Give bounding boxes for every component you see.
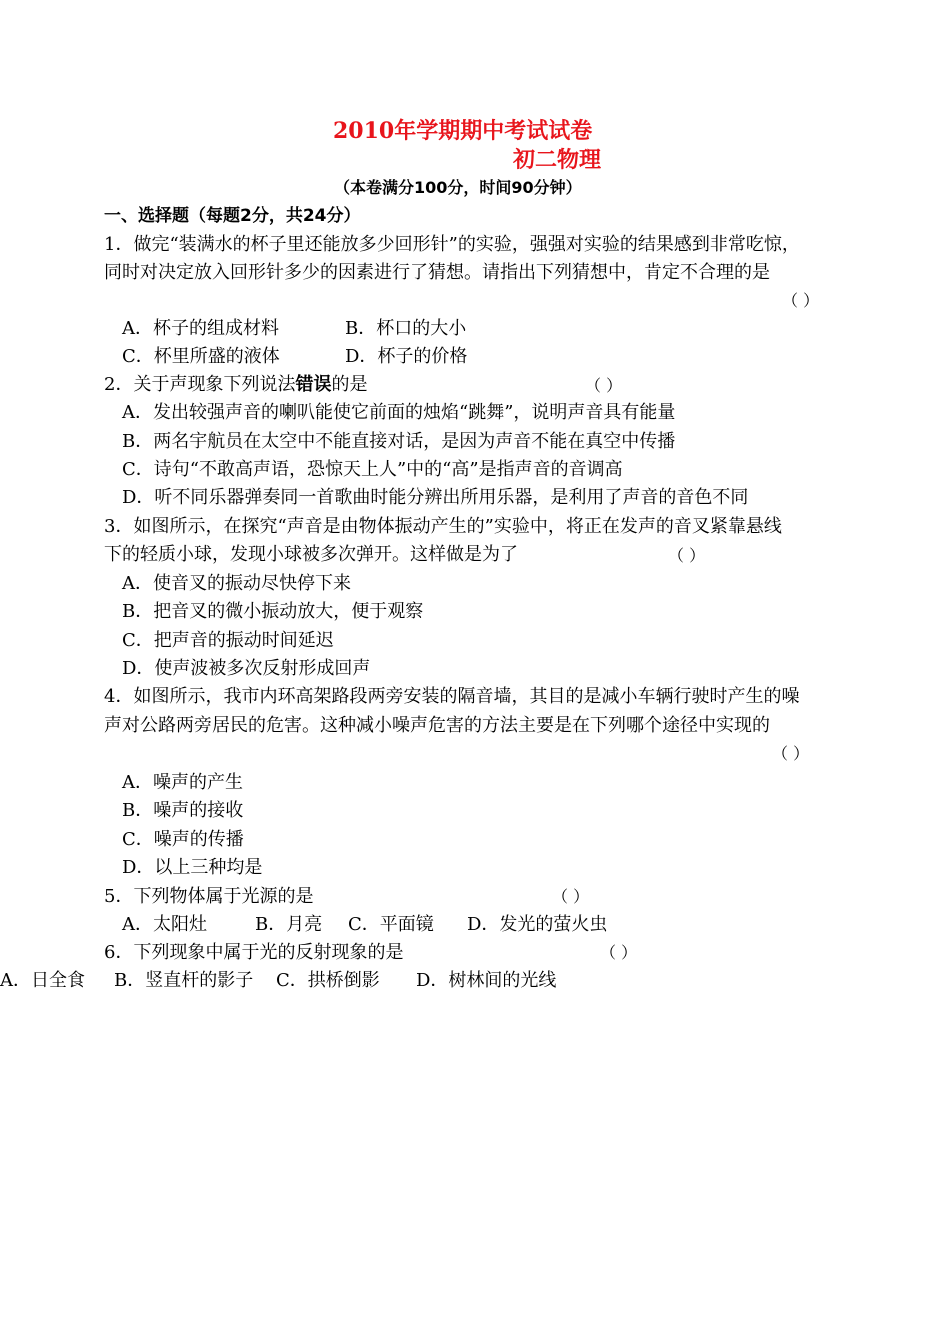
q3-option-c: C．把声音的振动时间延迟 bbox=[122, 630, 334, 651]
q4-answer-paren: （ ） bbox=[772, 744, 810, 763]
q4-option-b: B．噪声的接收 bbox=[122, 800, 244, 821]
q3-answer-paren: （ ） bbox=[668, 546, 706, 565]
section-heading: 一、选择题（每题2分，共24分） bbox=[104, 206, 361, 226]
q5-answer-paren: （ ） bbox=[552, 887, 590, 906]
q6-line1: 6．下列现象中属于光的反射现象的是 bbox=[104, 942, 404, 963]
q2-option-c: C．诗句“不敢高声语，恐惊天上人”中的“高”是指声音的音调高 bbox=[122, 459, 623, 480]
q3-line1: 3．如图所示，在探究“声音是由物体振动产生的”实验中，将正在发声的音叉紧靠悬线 bbox=[104, 516, 782, 537]
q5-line1: 5．下列物体属于光源的是 bbox=[104, 886, 314, 907]
q2-stem bbox=[104, 373, 367, 397]
q6-answer-paren: （ ） bbox=[600, 943, 638, 962]
q5-option-b: B．月亮 bbox=[255, 914, 323, 935]
q3-option-a: A．使音叉的振动尽快停下来 bbox=[122, 573, 351, 594]
q4-line1: 4．如图所示，我市内环高架路段两旁安装的隔音墙，其目的是减小车辆行驶时产生的噪 bbox=[104, 686, 800, 707]
q4-option-a: A．噪声的产生 bbox=[122, 772, 243, 793]
q3-option-d: D．使声波被多次反射形成回声 bbox=[122, 658, 371, 679]
exam-meta: （本卷满分100分，时间90分钟） bbox=[334, 178, 582, 197]
q5-option-a: A．太阳灶 bbox=[122, 914, 207, 935]
q2-stem-suffix: 的是 bbox=[331, 374, 368, 395]
q2-keyword: 错误 bbox=[295, 374, 332, 395]
exam-subject: 初二物理 bbox=[513, 147, 602, 173]
q4-option-d: D．以上三种均是 bbox=[122, 857, 263, 878]
q2-option-d: D．听不同乐器弹奏同一首歌曲时能分辨出所用乐器，是利用了声音的音色不同 bbox=[122, 487, 749, 508]
q2-stem-prefix: 2．关于声现象下列说法 bbox=[104, 374, 296, 395]
q4-line2: 声对公路两旁居民的危害。这种减小噪声危害的方法主要是在下列哪个途径中实现的 bbox=[104, 715, 770, 736]
q3-line2: 下的轻质小球，发现小球被多次弹开。这样做是为了 bbox=[104, 544, 518, 565]
q1-line1: 1．做完“装满水的杯子里还能放多少回形针”的实验，强强对实验的结果感到非常吃惊， bbox=[104, 234, 800, 255]
q3-option-b: B．把音叉的微小振动放大，便于观察 bbox=[122, 601, 424, 622]
q1-answer-paren: （ ） bbox=[782, 291, 820, 310]
q5-option-d: D．发光的萤火虫 bbox=[467, 914, 608, 935]
q1-option-a: A．杯子的组成材料 bbox=[122, 318, 279, 339]
exam-title: 2010年学期期中考试试卷 bbox=[333, 118, 593, 144]
q2-answer-paren: （ ） bbox=[585, 376, 623, 395]
q1-line2: 同时对决定放入回形针多少的因素进行了猜想。请指出下列猜想中，肯定不合理的是 bbox=[104, 262, 770, 283]
q6-option-d: D．树林间的光线 bbox=[416, 970, 557, 991]
q5-option-c: C．平面镜 bbox=[348, 914, 434, 935]
q1-option-b: B．杯口的大小 bbox=[345, 318, 467, 339]
q2-option-b: B．两名宇航员在太空中不能直接对话，是因为声音不能在真空中传播 bbox=[122, 431, 676, 452]
q2-option-a: A．发出较强声音的喇叭能使它前面的烛焰“跳舞”，说明声音具有能量 bbox=[122, 402, 676, 423]
q6-option-a: A．日全食 bbox=[0, 970, 85, 991]
q4-option-c: C．噪声的传播 bbox=[122, 829, 244, 850]
q6-option-b: B．竖直杆的影子 bbox=[114, 970, 254, 991]
q1-option-d: D．杯子的价格 bbox=[345, 346, 468, 367]
q1-option-c: C．杯里所盛的液体 bbox=[122, 346, 280, 367]
q6-option-c: C．拱桥倒影 bbox=[276, 970, 380, 991]
